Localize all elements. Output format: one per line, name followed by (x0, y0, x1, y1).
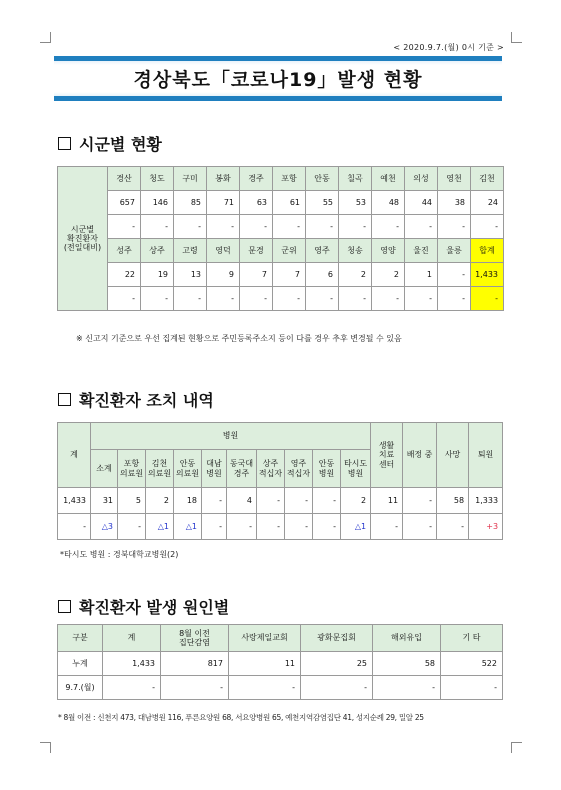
table-row (58, 514, 503, 540)
value-cell: - (257, 488, 285, 514)
row-label-line: 확진환자 (67, 233, 98, 243)
delta-cell: - (437, 514, 469, 540)
header-line: 치료 (378, 450, 395, 460)
delta-cell: - (471, 215, 504, 239)
total-cell: 7 (273, 263, 306, 287)
value-cell: 817 (161, 652, 229, 676)
note-other-region-hospital: *타시도 병원 : 경북대학교병원(2) (60, 550, 179, 559)
region-name-cell: 영양 (372, 239, 405, 263)
header-hospital-name (174, 450, 202, 488)
delta-cell: - (306, 287, 339, 311)
header-line: 경주 (233, 468, 250, 478)
delta-cell: - (438, 215, 471, 239)
region-name-cell: 포항 (273, 167, 306, 191)
note-region: ※ 신고지 기준으로 우선 집계된 현황으로 주민등록주소지 등이 다를 경우 추후 변경될 수 있음 (76, 334, 402, 343)
region-name-cell: 청도 (141, 167, 174, 191)
delta-cell: - (257, 514, 285, 540)
header-line: 의료원 (119, 468, 144, 478)
delta-cell: - (339, 287, 372, 311)
sum-total-cell: 1,433 (471, 263, 504, 287)
header-hospital-name (202, 450, 227, 488)
header-hospital-name (227, 450, 257, 488)
total-cell: 7 (240, 263, 273, 287)
table-row (58, 287, 504, 311)
total-cell: 48 (372, 191, 405, 215)
header-other: 기 타 (441, 625, 503, 652)
total-cell: 19 (141, 263, 174, 287)
delta-cell: - (339, 215, 372, 239)
row-label-line: 시군별 (70, 224, 95, 234)
section-title-text: 확진환자 발생 원인별 (79, 598, 230, 617)
total-cell: 146 (141, 191, 174, 215)
delta-cell: △3 (91, 514, 118, 540)
delta-cell: - (141, 215, 174, 239)
header-line: 타시도 (343, 459, 368, 469)
header-category: 구분 (58, 625, 103, 652)
value-cell: 1,333 (469, 488, 503, 514)
delta-cell: - (118, 514, 146, 540)
category-cell: 누계 (58, 652, 103, 676)
delta-cell: - (372, 287, 405, 311)
total-cell: 9 (207, 263, 240, 287)
table-row (58, 625, 503, 652)
header-discharge: 퇴원 (469, 423, 503, 488)
delta-cell: △1 (341, 514, 371, 540)
header-before-august (161, 625, 229, 652)
checkbox-square-icon (58, 600, 71, 613)
section-title-text: 확진환자 조치 내역 (79, 391, 214, 410)
crop-mark-bottom-left (40, 742, 51, 753)
value-cell: - (301, 676, 373, 700)
region-name-cell: 울릉 (438, 239, 471, 263)
region-name-cell: 영덕 (207, 239, 240, 263)
header-line: 상주 (262, 459, 279, 469)
header-line: 병원 (318, 468, 335, 478)
total-cell: 1 (405, 263, 438, 287)
delta-cell: - (108, 287, 141, 311)
value-cell: 25 (301, 652, 373, 676)
value-cell: 31 (91, 488, 118, 514)
section-title-text: 시군별 현황 (79, 135, 162, 154)
total-cell: 53 (339, 191, 372, 215)
value-cell: - (403, 488, 437, 514)
value-cell: - (202, 488, 227, 514)
total-cell: 55 (306, 191, 339, 215)
table-row (58, 191, 504, 215)
value-cell: - (441, 676, 503, 700)
region-name-cell: 영천 (438, 167, 471, 191)
checkbox-square-icon (58, 137, 71, 150)
delta-cell: - (227, 514, 257, 540)
row-label-line: (전일대비) (63, 243, 102, 253)
region-name-cell: 경주 (240, 167, 273, 191)
table-row (58, 167, 504, 191)
table-row (58, 423, 503, 450)
total-cell: 6 (306, 263, 339, 287)
header-treatment-center (371, 423, 403, 488)
region-name-cell: 문경 (240, 239, 273, 263)
crop-mark-bottom-right (511, 742, 522, 753)
page-title: 경상북도「코로나19」발생 현황 (133, 69, 423, 91)
region-name-cell: 상주 (141, 239, 174, 263)
cause-table (57, 624, 503, 700)
delta-cell: - (273, 215, 306, 239)
delta-cell: - (58, 514, 91, 540)
delta-cell: △1 (146, 514, 174, 540)
value-cell: - (229, 676, 301, 700)
header-total: 계 (58, 423, 91, 488)
delta-cell: - (240, 215, 273, 239)
delta-cell: - (141, 287, 174, 311)
region-name-cell: 청송 (339, 239, 372, 263)
table-row (58, 652, 503, 676)
header-line: 적십자 (258, 468, 283, 478)
crop-mark-top-right (511, 32, 522, 43)
region-name-cell: 김천 (471, 167, 504, 191)
section-heading-region (58, 132, 162, 155)
header-line: 포항 (123, 459, 140, 469)
value-cell: 2 (341, 488, 371, 514)
value-cell: 1,433 (58, 488, 91, 514)
region-name-cell: 안동 (306, 167, 339, 191)
value-cell: - (103, 676, 161, 700)
header-line: 병원 (206, 468, 222, 478)
delta-cell: - (438, 287, 471, 311)
total-cell: 63 (240, 191, 273, 215)
region-name-cell: 칠곡 (339, 167, 372, 191)
total-cell: 13 (174, 263, 207, 287)
value-cell: - (313, 488, 341, 514)
total-cell: 38 (438, 191, 471, 215)
total-cell: 44 (405, 191, 438, 215)
total-cell: 24 (471, 191, 504, 215)
delta-cell: - (202, 514, 227, 540)
header-church: 사랑제일교회 (229, 625, 301, 652)
header-hospital: 병원 (91, 423, 371, 450)
header-line: 안동 (179, 459, 196, 469)
total-cell: 61 (273, 191, 306, 215)
total-cell: 71 (207, 191, 240, 215)
total-cell: - (438, 263, 471, 287)
header-line: 김천 (151, 459, 168, 469)
header-overseas: 해외유입 (373, 625, 441, 652)
sum-delta-cell: - (471, 287, 504, 311)
section-heading-treatment (58, 388, 214, 411)
value-cell: 4 (227, 488, 257, 514)
header-total: 계 (103, 625, 161, 652)
total-cell: 657 (108, 191, 141, 215)
category-cell: 9.7.(월) (58, 676, 103, 700)
region-name-cell: 의성 (405, 167, 438, 191)
delta-cell: - (403, 514, 437, 540)
total-cell: 2 (339, 263, 372, 287)
value-cell: 2 (146, 488, 174, 514)
value-cell: 522 (441, 652, 503, 676)
total-cell: 22 (108, 263, 141, 287)
table-row (58, 215, 504, 239)
delta-cell: - (285, 514, 313, 540)
header-line: 집단감염 (179, 638, 210, 647)
value-cell: 58 (373, 652, 441, 676)
value-cell: - (161, 676, 229, 700)
header-hospital-name (313, 450, 341, 488)
header-hospital-name (341, 450, 371, 488)
region-name-cell: 구미 (174, 167, 207, 191)
table-row (58, 239, 504, 263)
value-cell: - (373, 676, 441, 700)
delta-cell: - (273, 287, 306, 311)
region-name-cell: 고령 (174, 239, 207, 263)
region-name-cell: 성주 (108, 239, 141, 263)
value-cell: 1,433 (103, 652, 161, 676)
header-line: 영주 (290, 459, 307, 469)
value-cell: 11 (229, 652, 301, 676)
region-name-cell: 예천 (372, 167, 405, 191)
header-hospital-name (257, 450, 285, 488)
delta-cell: +3 (469, 514, 503, 540)
header-line: 소계 (96, 463, 112, 473)
title-banner (54, 56, 502, 101)
delta-cell: - (174, 287, 207, 311)
sum-header-cell: 합계 (471, 239, 504, 263)
header-death: 사망 (437, 423, 469, 488)
header-line: 대남 (206, 459, 222, 469)
table-row (58, 676, 503, 700)
row-label-cell (58, 167, 108, 311)
header-line: 안동 (318, 459, 335, 469)
header-line: 생활 (378, 441, 395, 451)
delta-cell: - (372, 215, 405, 239)
value-cell: 18 (174, 488, 202, 514)
region-name-cell: 울진 (405, 239, 438, 263)
region-name-cell: 경산 (108, 167, 141, 191)
delta-cell: - (313, 514, 341, 540)
delta-cell: - (405, 287, 438, 311)
value-cell: 58 (437, 488, 469, 514)
table-row (58, 488, 503, 514)
header-hospital-name (118, 450, 146, 488)
header-subtotal (91, 450, 118, 488)
region-name-cell: 봉화 (207, 167, 240, 191)
header-hospital-name (146, 450, 174, 488)
total-cell: 2 (372, 263, 405, 287)
delta-cell: - (174, 215, 207, 239)
delta-cell: - (306, 215, 339, 239)
table-row (58, 263, 504, 287)
total-cell: 85 (174, 191, 207, 215)
delta-cell: - (108, 215, 141, 239)
header-assigning: 배정 중 (403, 423, 437, 488)
delta-cell: - (405, 215, 438, 239)
header-rally: 광화문집회 (301, 625, 373, 652)
treatment-table (57, 422, 503, 540)
delta-cell: - (240, 287, 273, 311)
delta-cell: △1 (174, 514, 202, 540)
header-line: 적십자 (286, 468, 311, 478)
header-line: 의료원 (147, 468, 172, 478)
checkbox-square-icon (58, 393, 71, 406)
section-heading-cause (58, 595, 229, 618)
region-status-table (57, 166, 504, 311)
delta-cell: - (371, 514, 403, 540)
header-line: 동국대 (229, 459, 254, 469)
value-cell: - (285, 488, 313, 514)
region-name-cell: 군위 (273, 239, 306, 263)
header-line: 센터 (378, 459, 395, 469)
header-line: 의료원 (175, 468, 200, 478)
delta-cell: - (207, 287, 240, 311)
crop-mark-top-left (40, 32, 51, 43)
date-note: < 2020.9.7.(월) 0시 기준 > (393, 43, 504, 52)
header-hospital-name (285, 450, 313, 488)
region-name-cell: 영주 (306, 239, 339, 263)
note-before-august: * 8월 이전 : 신천지 473, 대남병원 116, 푸른요양원 68, 서요양병원 65, 예천지역감염집단 41, 성지순례 29, 밀알 25 (58, 713, 424, 722)
header-line: 8월 이전 (179, 628, 210, 638)
delta-cell: - (207, 215, 240, 239)
header-line: 병원 (347, 468, 364, 478)
value-cell: 5 (118, 488, 146, 514)
value-cell: 11 (371, 488, 403, 514)
